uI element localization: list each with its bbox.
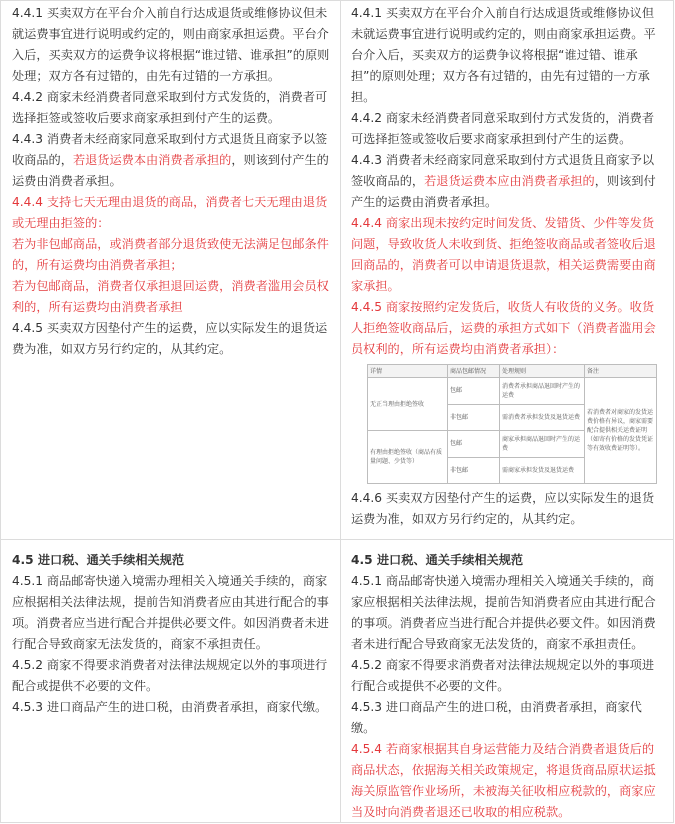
new-rules-cell-4-4 [340, 0, 674, 539]
header-note: 备注 [585, 365, 657, 378]
rule-4-5-4: 4.5.4 若商家根据其自身运营能力及结合消费者退货后的商品状态，依据海关相关政策规定，将退货商品原状运抵海关原监管作业场所，未被海关征收相应税款的，商家应当及时向消费者退还已收取的相应税款。 [351, 742, 656, 819]
old-rules-cell-4-4 [0, 0, 340, 539]
rule-cell: 需商家承担发货及退货运费 [500, 457, 585, 484]
section-heading: 4.5 进口税、通关手续相关规范 [351, 553, 524, 567]
rule-4-4-3: 4.4.3 消费者未经商家同意采取到付方式退货且商家予以签收商品的，若退货运费本由消费者承担的，则该到付产生的运费由消费者承担。 [12, 132, 329, 188]
table-header-row [368, 365, 657, 378]
rule-4-5-3: 4.5.3 进口商品产生的进口税，由消费者承担，商家代缴。 [351, 700, 642, 735]
rule-4-4-1: 4.4.1 买卖双方在平台介入前自行达成退货或维修协议但未就运费事宜进行说明或约定的，则由商家承担运费。平台介入后，买卖双方的运费争议将根据“谁过错、谁承担”的原则处理；双方各有过错的，由先有过错的一方承担。 [12, 6, 330, 83]
note-cell: 若消费者对商家的发货运费价格有异议，商家需要配合提供相关运费证明（如寄有价格的发货凭证等有效收费证明等）。 [585, 378, 657, 484]
rule-4-5-3: 4.5.3 进口商品产生的进口税，由消费者承担，商家代缴。 [12, 700, 328, 714]
rule-4-5-1: 4.5.1 商品邮寄快递入境需办理相关入境通关手续的，商家应根据相关法律法规，提前告知消费者应由其进行配合的事项。消费者应当进行配合并提供必要文件。如因消费者未进行配合导致商家无法发货的，商家不承担责任。 [351, 574, 656, 651]
highlight-text: 若退货运费本应由消费者承担的 [424, 174, 595, 188]
rule-4-4-4-free: 若为包邮商品，消费者仅承担退回运费，消费者滥用会员权利的，所有运费均由消费者承担 [12, 279, 329, 314]
rule-4-4-4-nonfree: 若为非包邮商品，或消费者部分退货致使无法满足包邮条件的，所有运费均由消费者承担； [12, 237, 329, 272]
table-row [368, 378, 657, 405]
rule-4-4-4: 4.4.4 商家出现未按约定时间发货、发错货、少件等发货问题，导致收货人未收到货、拒绝签收商品或者签收后退回商品的，消费者可以申请退货退款，相关运费需要由商家承担。 [351, 216, 656, 293]
new-rules-cell-4-5 [340, 539, 674, 823]
rule-4-5-2: 4.5.2 商家不得要求消费者对法律法规规定以外的事项进行配合或提供不必要的文件。 [351, 658, 655, 693]
header-detail: 详情 [368, 365, 448, 378]
rule-4-4-5: 4.4.5 买卖双方因垫付产生的运费，应以实际发生的退货运费为准，如双方另行约定的，从其约定。 [12, 321, 328, 356]
rule-cell: 需消费者承担发货及退货运费 [500, 404, 585, 431]
rule-4-5-1: 4.5.1 商品邮寄快递入境需办理相关入境通关手续的，商家应根据相关法律法规，提前告知消费者应由其进行配合的事项。消费者应当进行配合并提供必要文件。如因消费者未进行配合导致商家无法发货的，商家不承担责任。 [12, 574, 329, 651]
shipping-nonfree: 非包邮 [448, 404, 500, 431]
old-rules-cell-4-5 [0, 539, 340, 823]
header-rule: 处理规则 [500, 365, 585, 378]
rule-4-4-3: 4.4.3 消费者未经商家同意采取到付方式退货且商家予以签收商品的，若退货运费本应由消费者承担的，则该到付产生的运费由消费者承担。 [351, 153, 656, 209]
rule-4-4-1: 4.4.1 买卖双方在平台介入前自行达成退货或维修协议但未就运费事宜进行说明或约定的，则由商家承担运费。平台介入后，买卖双方的运费争议将根据“谁过错、谁承担”的原则处理；双方各有过错的，由先有过错的一方承担。 [351, 6, 656, 104]
group-no-reason: 无正当理由拒绝签收 [368, 378, 448, 431]
header-shipping: 商品包邮情况 [448, 365, 500, 378]
rule-cell: 商家承担商品退回时产生的运费 [500, 431, 585, 458]
rule-4-4-2: 4.4.2 商家未经消费者同意采取到付方式发货的，消费者可选择拒签或签收后要求商家承担到付产生的运费。 [351, 111, 655, 146]
shipping-nonfree: 非包邮 [448, 457, 500, 484]
rule-4-5-2: 4.5.2 商家不得要求消费者对法律法规规定以外的事项进行配合或提供不必要的文件。 [12, 658, 328, 693]
shipping-free: 包邮 [448, 431, 500, 458]
group-with-reason: 有理由拒绝签收（商品有质量问题、少货等） [368, 431, 448, 484]
highlight-text: 若退货运费本由消费者承担的 [72, 153, 232, 167]
rule-cell: 消费者承担商品退回时产生的运费 [500, 378, 585, 405]
shipping-free: 包邮 [448, 378, 500, 405]
rule-4-4-4: 4.4.4 支持七天无理由退货的商品，消费者七天无理由退货或无理由拒签的： [12, 195, 328, 230]
freight-table-image [367, 364, 656, 484]
rule-4-4-5: 4.4.5 商家按照约定发货后，收货人有收货的义务。收货人拒绝签收商品后，运费的承担方式如下（消费者滥用会员权利的，所有运费均由消费者承担）： [351, 300, 656, 356]
rule-4-4-6: 4.4.6 买卖双方因垫付产生的运费，应以实际发生的退货运费为准，如双方另行约定的，从其约定。 [351, 491, 655, 526]
rule-4-4-2: 4.4.2 商家未经消费者同意采取到付方式发货的，消费者可选择拒签或签收后要求商家承担到付产生的运费。 [12, 90, 328, 125]
freight-table [367, 364, 657, 484]
section-heading: 4.5 进口税、通关手续相关规范 [12, 553, 185, 567]
